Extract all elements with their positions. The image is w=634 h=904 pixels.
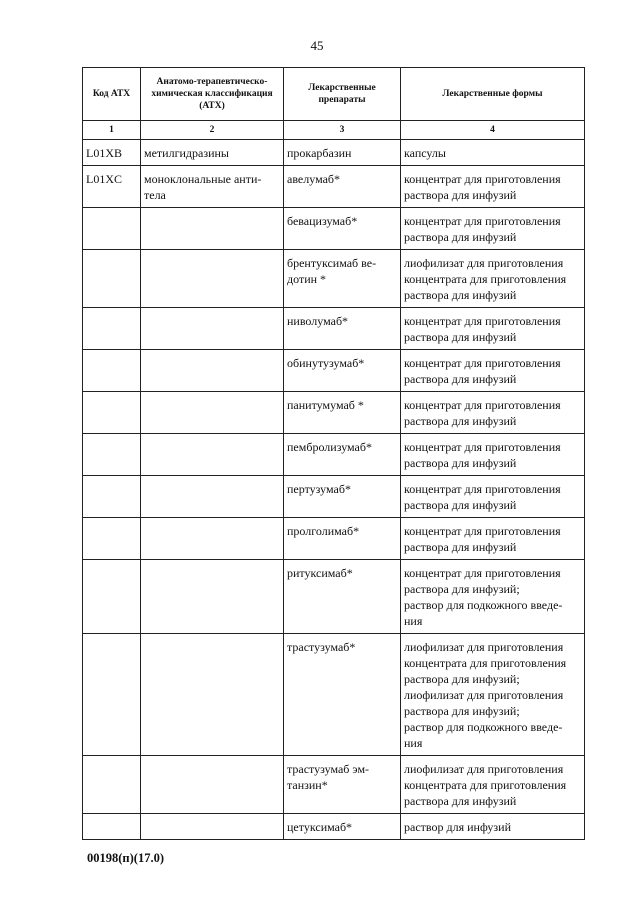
table-row bbox=[83, 250, 585, 308]
drug-name-cell-text: авелумаб* bbox=[287, 172, 341, 186]
atx-code-cell-text bbox=[86, 392, 137, 401]
dosage-form-cell bbox=[401, 208, 585, 250]
dosage-form-cell bbox=[401, 392, 585, 434]
drug-name-cell-text: цетуксимаб* bbox=[287, 820, 353, 834]
classification-cell bbox=[141, 250, 284, 308]
drug-name-cell bbox=[284, 814, 401, 840]
atx-code-cell-text bbox=[86, 560, 137, 569]
atx-code-cell-text bbox=[86, 250, 137, 259]
classification-cell bbox=[141, 756, 284, 814]
atx-code-cell-text bbox=[86, 634, 137, 643]
dosage-form-cell-text: лиофилизат для приготовления концентрата для приготовления раствора для инфузий bbox=[404, 256, 567, 302]
classification-cell-text: моноклональные анти- тела bbox=[144, 172, 262, 202]
classification-cell-text bbox=[144, 518, 280, 527]
classification-cell bbox=[141, 308, 284, 350]
drug-name-cell bbox=[284, 166, 401, 208]
atx-code-cell bbox=[83, 434, 141, 476]
atx-code-cell bbox=[83, 560, 141, 634]
dosage-form-cell-text: концентрат для приготовления раствора для инфузий bbox=[404, 440, 561, 470]
classification-cell-text bbox=[144, 434, 280, 443]
page-number: 45 bbox=[310, 38, 324, 53]
classification-cell-text bbox=[144, 476, 280, 485]
column-number: 3 bbox=[284, 121, 401, 140]
dosage-form-cell bbox=[401, 476, 585, 518]
drug-name-cell bbox=[284, 518, 401, 560]
drug-name-cell-text: прокарбазин bbox=[287, 146, 352, 160]
drug-name-cell bbox=[284, 756, 401, 814]
classification-cell-text bbox=[144, 814, 280, 823]
drug-name-cell-text: трастузумаб* bbox=[287, 640, 356, 654]
atx-code-cell bbox=[83, 166, 141, 208]
atx-code-cell bbox=[83, 140, 141, 166]
atx-code-cell-text bbox=[86, 434, 137, 443]
column-number-row bbox=[83, 121, 585, 140]
table-row bbox=[83, 350, 585, 392]
classification-cell-text bbox=[144, 756, 280, 765]
classification-cell-text bbox=[144, 560, 280, 569]
drug-name-cell-text: пембролизумаб* bbox=[287, 440, 372, 454]
dosage-form-cell bbox=[401, 250, 585, 308]
drug-name-cell bbox=[284, 560, 401, 634]
atx-code-cell-text: L01XC bbox=[86, 172, 122, 186]
table-header-row bbox=[83, 68, 585, 121]
dosage-form-cell bbox=[401, 756, 585, 814]
dosage-form-cell-text: концентрат для приготовления раствора для инфузий bbox=[404, 524, 561, 554]
classification-cell bbox=[141, 208, 284, 250]
drug-name-cell-text: ниволумаб* bbox=[287, 314, 349, 328]
table-row bbox=[83, 392, 585, 434]
atx-code-cell bbox=[83, 308, 141, 350]
classification-cell bbox=[141, 814, 284, 840]
atx-code-cell bbox=[83, 814, 141, 840]
classification-cell-text bbox=[144, 250, 280, 259]
dosage-form-cell-text: концентрат для приготовления раствора для инфузий; раствор для подкожного введе- ния bbox=[404, 566, 563, 628]
dosage-form-cell-text: капсулы bbox=[404, 146, 446, 160]
classification-cell bbox=[141, 434, 284, 476]
classification-cell-text bbox=[144, 350, 280, 359]
atx-code-cell-text bbox=[86, 518, 137, 527]
dosage-form-cell bbox=[401, 350, 585, 392]
dosage-form-cell-text: лиофилизат для приготовления концентрата для приготовления раствора для инфузий bbox=[404, 762, 567, 808]
table-row bbox=[83, 434, 585, 476]
atx-code-cell-text: L01XB bbox=[86, 146, 122, 160]
classification-cell-text bbox=[144, 208, 280, 217]
classification-cell bbox=[141, 350, 284, 392]
atx-code-cell bbox=[83, 350, 141, 392]
dosage-form-cell-text: концентрат для приготовления раствора для инфузий bbox=[404, 356, 561, 386]
classification-cell-text bbox=[144, 392, 280, 401]
table-body bbox=[83, 140, 585, 840]
atx-code-cell bbox=[83, 518, 141, 560]
drug-name-cell bbox=[284, 308, 401, 350]
atx-code-cell-text bbox=[86, 476, 137, 485]
table-row bbox=[83, 814, 585, 840]
classification-cell bbox=[141, 634, 284, 756]
atx-code-cell bbox=[83, 756, 141, 814]
table-row bbox=[83, 634, 585, 756]
atx-code-cell bbox=[83, 392, 141, 434]
drug-name-cell-text: трастузумаб эм- танзин* bbox=[287, 762, 370, 792]
dosage-form-cell bbox=[401, 308, 585, 350]
atx-code-cell-text bbox=[86, 814, 137, 823]
atx-code-cell-text bbox=[86, 756, 137, 765]
drug-name-cell bbox=[284, 140, 401, 166]
dosage-form-cell bbox=[401, 634, 585, 756]
atx-code-cell bbox=[83, 208, 141, 250]
table-row bbox=[83, 208, 585, 250]
header-atx-classification: Анатомо-терапевтическо-химическая классификация (АТХ) bbox=[141, 68, 284, 121]
dosage-form-cell bbox=[401, 434, 585, 476]
atx-drug-table bbox=[82, 67, 585, 840]
table-row bbox=[83, 308, 585, 350]
atx-code-cell-text bbox=[86, 308, 137, 317]
drug-name-cell bbox=[284, 634, 401, 756]
atx-code-cell bbox=[83, 476, 141, 518]
dosage-form-cell bbox=[401, 814, 585, 840]
classification-cell bbox=[141, 560, 284, 634]
dosage-form-cell-text: концентрат для приготовления раствора для инфузий bbox=[404, 214, 561, 244]
drug-name-cell-text: брентуксимаб ве- дотин * bbox=[287, 256, 377, 286]
header-atx-code: Код АТХ bbox=[83, 68, 141, 121]
classification-cell bbox=[141, 392, 284, 434]
dosage-form-cell-text: лиофилизат для приготовления концентрата для приготовления раствора для инфузий; лиофилизат для приготовления раствора для инфузий; раствор для подкожного введе- ния bbox=[404, 640, 567, 750]
table-row bbox=[83, 476, 585, 518]
classification-cell bbox=[141, 518, 284, 560]
document-code-footer: 00198(п)(17.0) bbox=[87, 851, 164, 865]
header-dosage-forms: Лекарственные формы bbox=[401, 68, 585, 121]
table-row bbox=[83, 756, 585, 814]
header-drugs: Лекарственные препараты bbox=[284, 68, 401, 121]
table-row bbox=[83, 518, 585, 560]
classification-cell-text bbox=[144, 308, 280, 317]
dosage-form-cell-text: концентрат для приготовления раствора для инфузий bbox=[404, 172, 561, 202]
drug-name-cell-text: бевацизумаб* bbox=[287, 214, 358, 228]
classification-cell bbox=[141, 476, 284, 518]
dosage-form-cell-text: концентрат для приготовления раствора для инфузий bbox=[404, 398, 561, 428]
table-row bbox=[83, 166, 585, 208]
column-number: 2 bbox=[141, 121, 284, 140]
drug-name-cell bbox=[284, 208, 401, 250]
dosage-form-cell bbox=[401, 560, 585, 634]
dosage-form-cell-text: раствор для инфузий bbox=[404, 820, 511, 834]
drug-name-cell-text: обинутузумаб* bbox=[287, 356, 365, 370]
atx-code-cell-text bbox=[86, 350, 137, 359]
drug-name-cell bbox=[284, 250, 401, 308]
dosage-form-cell-text: концентрат для приготовления раствора для инфузий bbox=[404, 314, 561, 344]
classification-cell bbox=[141, 140, 284, 166]
dosage-form-cell bbox=[401, 518, 585, 560]
drug-name-cell bbox=[284, 476, 401, 518]
classification-cell-text bbox=[144, 634, 280, 643]
drug-name-cell bbox=[284, 434, 401, 476]
column-number: 4 bbox=[401, 121, 585, 140]
dosage-form-cell-text: концентрат для приготовления раствора для инфузий bbox=[404, 482, 561, 512]
atx-code-cell bbox=[83, 250, 141, 308]
drug-name-cell-text: пертузумаб* bbox=[287, 482, 351, 496]
drug-name-cell-text: панитумумаб * bbox=[287, 398, 364, 412]
drug-name-cell bbox=[284, 392, 401, 434]
column-number: 1 bbox=[83, 121, 141, 140]
atx-code-cell-text bbox=[86, 208, 137, 217]
drug-name-cell-text: ритуксимаб* bbox=[287, 566, 353, 580]
table-row bbox=[83, 560, 585, 634]
classification-cell-text: метилгидразины bbox=[144, 146, 229, 160]
dosage-form-cell bbox=[401, 140, 585, 166]
classification-cell bbox=[141, 166, 284, 208]
drug-name-cell bbox=[284, 350, 401, 392]
drug-name-cell-text: пролголимаб* bbox=[287, 524, 360, 538]
atx-code-cell bbox=[83, 634, 141, 756]
table-row bbox=[83, 140, 585, 166]
dosage-form-cell bbox=[401, 166, 585, 208]
